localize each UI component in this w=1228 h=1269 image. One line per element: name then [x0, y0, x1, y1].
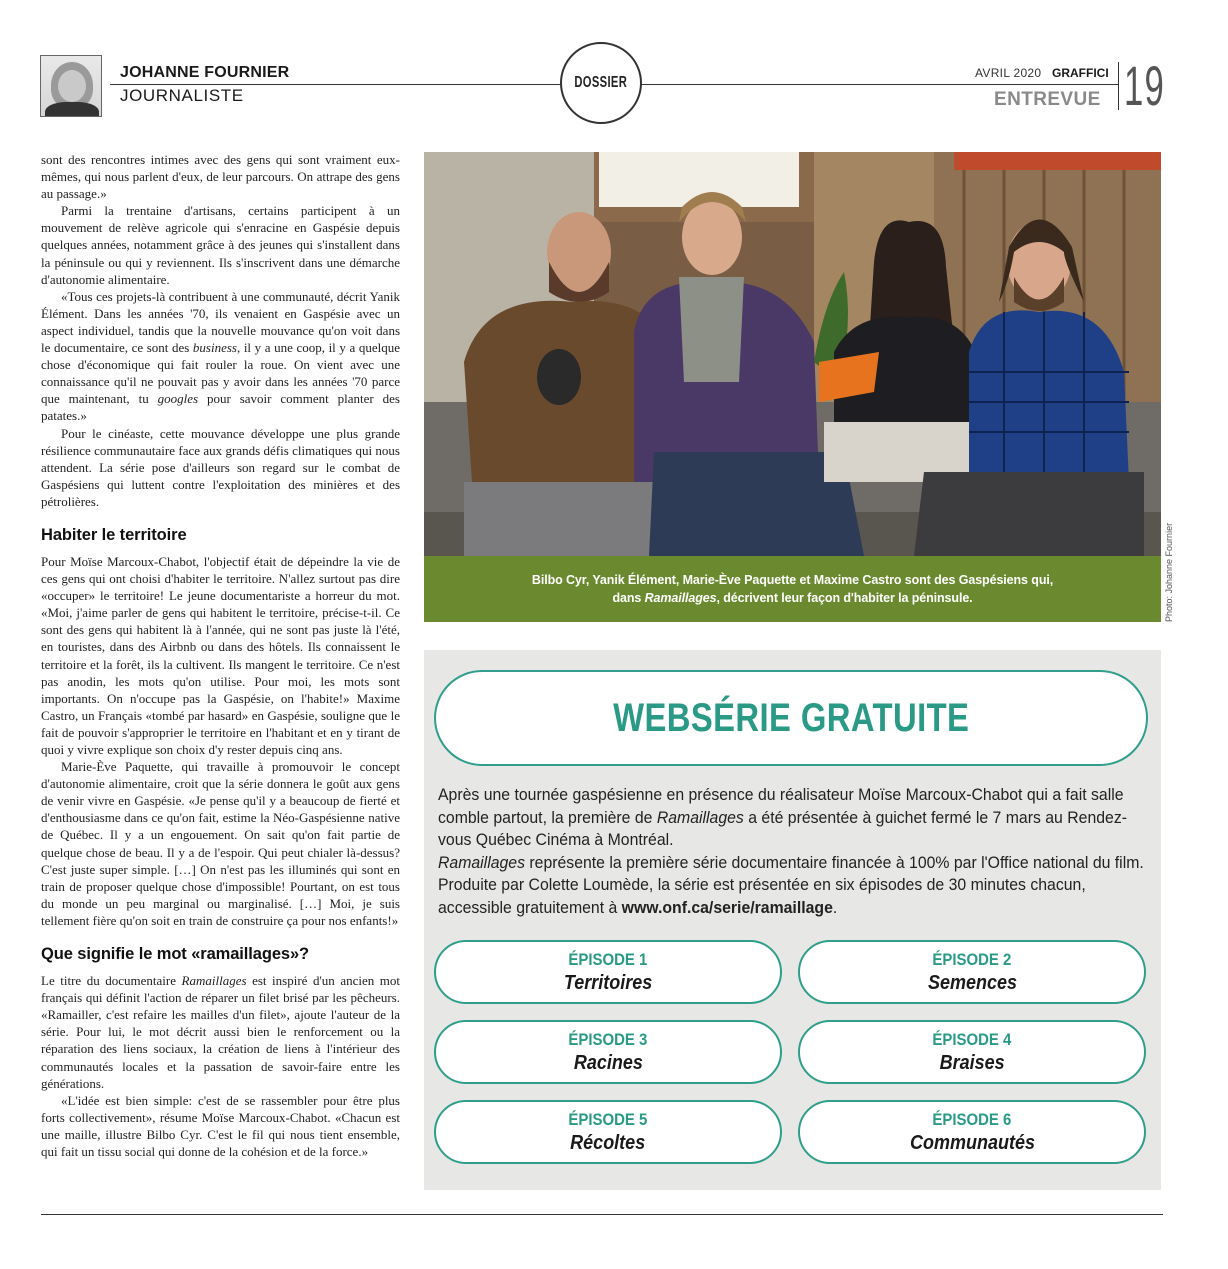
author-name: JOHANNE FOURNIER — [120, 64, 290, 81]
webserie-paragraph: Ramaillages représente la première série documentaire financée à 100% par l'Office national du film. Produite par Colette Loumède, la série est présentée en six épisodes de 30 minutes chacun, accessible gratuitement à www.onf.ca/serie/ramaillage. — [438, 852, 1144, 917]
episode-title: Braises — [939, 1052, 1005, 1074]
photo-credit: Photo: Johanne Fournier — [1164, 522, 1174, 622]
subheading-habiter: Habiter le territoire — [41, 525, 187, 544]
publication-name: GRAFFICI — [1052, 66, 1109, 80]
episode-6-pill — [798, 1100, 1146, 1164]
paragraph: sont des rencontres intimes avec des gens qui sont vraiment eux-mêmes, qui nous parlent d'eux, de leur parcours. On attrape des gens au passage.» — [41, 152, 400, 202]
subheading-ramaillages: Que signifie le mot «ramaillages»? — [41, 945, 310, 964]
issue-date: AVRIL 2020 — [975, 66, 1042, 80]
onf-link[interactable]: www.onf.ca/serie/ramaillage — [621, 897, 833, 917]
header-divider — [1118, 62, 1119, 110]
webserie-title-pill — [434, 670, 1148, 766]
webserie-box — [424, 650, 1161, 1190]
paragraph: Pour Moïse Marcoux-Chabot, l'objectif était de dépeindre la vie de ces gens qui ont choisi d'habiter le territoire. N'allez surtout pas dire «occuper» le territoire! Le jeune documentariste a horreur du mot. «Moi, j'aime parler de gens qui habitent le territoire, précise-t-il. Ce sont des gens qui habitent là à l'année, qui ne sont pas juste là l'été, en touristes, dans des Airbnb ou dans des hôtels. Ils connaissent le territoire et la forêt, ils la cultivent. Ils mangent le territoire. Ce n'est pas anodin, les mots qu'on utilise. Pour moi, les mots sont importants. On n'occupe pas la Gaspésie, on l'habite!» Maxime Castro, un Français «tombé par hasard» en Gaspésie, souligne que le fait de pouvoir s'approprier le territoire en l'habitant et en y tirant de quoi y vivre explique son choix d'y rester depuis cinq ans. — [41, 553, 400, 757]
episode-title: Territoires — [563, 972, 653, 994]
author-role: JOURNALISTE — [120, 86, 244, 105]
section-title: ENTREVUE — [994, 89, 1101, 110]
episode-3-pill — [434, 1020, 782, 1084]
episode-title: Récoltes — [570, 1132, 646, 1154]
author-portrait — [40, 55, 102, 117]
episode-title: Communautés — [909, 1132, 1035, 1154]
caption-line: Bilbo Cyr, Yanik Élément, Marie-Ève Paquette et Maxime Castro sont des Gaspésiens qui, — [531, 573, 1054, 587]
episode-number: ÉPISODE 1 — [568, 950, 648, 969]
episode-number: ÉPISODE 2 — [932, 950, 1012, 969]
paragraph: Marie-Ève Paquette, qui travaille à promouvoir le concept d'autonomie alimentaire, croit que la série donnera le goût aux gens de venir vivre en Gaspésie. «Je pense qu'il y a beaucoup de fierté et d'enthousiasme dans ce qu'on fait, estime la Néo-Gaspésienne native de Québec. Il y a un engouement. On sait qu'on fait partie de quelque chose de beau. Il y a de l'espoir. Qui peut chialer là-dessus? C'est juste super simple. […] On n'est pas les illuminés qui sont en train de proposer quelque chose d'impossible! Pourtant, on est tous du monde un peu marginal ou marginalisé. […] Moi, je suis tellement fière qu'on soit en train de construire ça pour nos enfants!» — [41, 759, 400, 928]
dossier-badge — [560, 42, 642, 124]
caption-line: dans Ramaillages, décrivent leur façon d'habiter la péninsule. — [612, 591, 973, 605]
page-number: 19 — [1124, 54, 1166, 117]
episode-4-pill — [798, 1020, 1146, 1084]
webserie-title: WEBSÉRIE GRATUITE — [612, 695, 970, 740]
paragraph: «L'idée est bien simple: c'est de se rassembler pour être plus forts collectivement», résume Moïse Marcoux-Chabot. «Chacun est une maille, illustre Bilbo Cyr. C'est le fil qui nous tient ensemble, qui fait un tissu social qui donne de la cohésion et de la force.» — [41, 1092, 400, 1159]
episode-number: ÉPISODE 4 — [932, 1030, 1012, 1049]
episode-2-pill — [798, 940, 1146, 1004]
photo-caption — [424, 556, 1161, 622]
episode-1-pill — [434, 940, 782, 1004]
paragraph: Le titre du documentaire Ramaillages est inspiré d'un ancien mot français qui définit l'action de réparer un filet brisé par les pêcheurs. «Ramailler, c'est refaire les mailles d'un filet», ajoute l'auteur de la série. Pour lui, le mot décrit aussi bien le renforcement ou la réparation des liens sociaux, la création de liens à l'intérieur des communautés locales et la passation de savoir-faire entre les générations. — [41, 973, 401, 1091]
group-photo — [424, 152, 1161, 556]
episode-5-pill — [434, 1100, 782, 1164]
paragraph: «Tous ces projets-là contribuent à une communauté, décrit Yanik Élément. Dans les années '70, ils venaient en Gaspésie avec un aspect individuel, tandis que la nouvelle mouvance qu'on voit dans le documentaire, ce sont des business, il y a une coop, il y a quelque chose d'économique qui fait rouler la roue. On vient avec une connaissance qu'il ne pouvait pas y avoir dans les années '70 parce que maintenant, tu googles pour savoir comment planter des patates.» — [41, 288, 401, 424]
webserie-paragraph: Après une tournée gaspésienne en présence du réalisateur Moïse Marcoux-Chabot qui a fait salle comble partout, la première de Ramaillages a été présentée à guichet fermé le 7 mars au Rendez-vous Québec Cinéma à Montréal. — [438, 785, 1127, 850]
episode-number: ÉPISODE 3 — [568, 1030, 648, 1049]
article-column — [41, 151, 400, 1160]
episode-title: Semences — [927, 972, 1017, 994]
dossier-label: DOSSIER — [574, 74, 628, 91]
episode-number: ÉPISODE 5 — [568, 1110, 648, 1129]
episode-number: ÉPISODE 6 — [932, 1110, 1012, 1129]
webserie-description — [438, 784, 1149, 920]
paragraph: Parmi la trentaine d'artisans, certains participent à un mouvement de relève agricole qui s'enracine en Gaspésie depuis quelques années, notamment grâce à des jeunes qui s'installent dans la péninsule ou qui y reviennent. Ils s'inscrivent dans une démarche d'autonomie alimentaire. — [41, 203, 400, 287]
footer-rule — [41, 1214, 1163, 1215]
episode-title: Racines — [573, 1052, 643, 1074]
paragraph: Pour le cinéaste, cette mouvance développe une plus grande résilience communautaire face aux grands défis climatiques qui nous attendent. La série pose d'ailleurs son regard sur le combat de Gaspésiens qui luttent contre l'exploitation des minières et des pétrolières. — [41, 425, 400, 509]
